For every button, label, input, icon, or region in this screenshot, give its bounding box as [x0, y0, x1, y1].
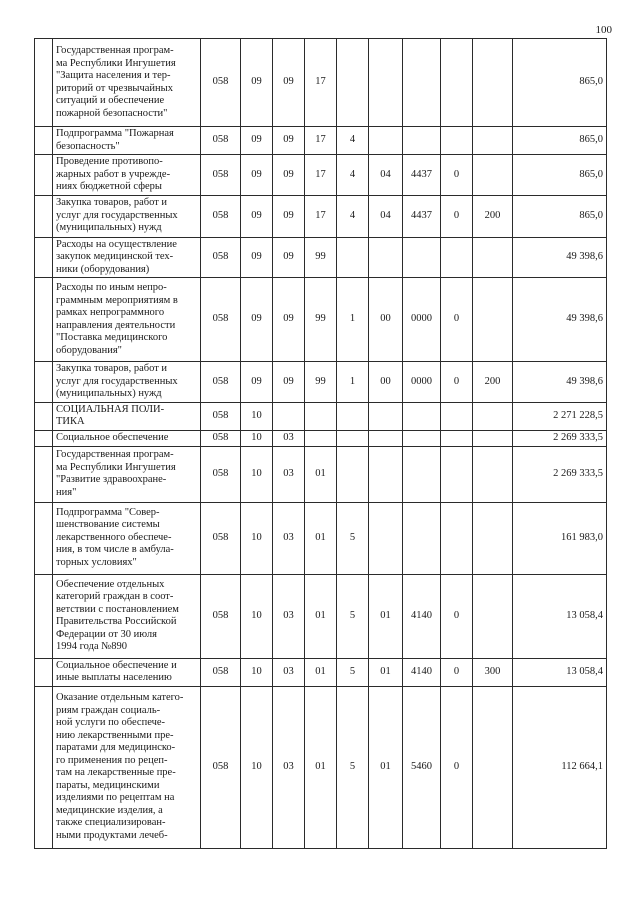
row-index-cell	[35, 446, 53, 502]
table-row	[35, 446, 607, 502]
row-index-cell	[35, 127, 53, 155]
direction-code-cell	[403, 39, 441, 127]
amount-cell: 865,0	[513, 127, 607, 155]
program-code-cell	[305, 402, 337, 430]
expense-type-cell	[473, 155, 513, 196]
expense-type-cell: 300	[473, 658, 513, 686]
subprogram-code-cell: 5	[337, 574, 369, 658]
grbs-code-cell: 058	[201, 155, 241, 196]
item-name-cell: Подпрограмма "Пожарная безопасность"	[53, 127, 201, 155]
item-name-cell: Государственная програм- ма Республики Ингушетия "Защита населения и тер- риторий от чрезвычайных ситуаций и обеспечение пожарной безопасности"	[53, 39, 201, 127]
expense-type-cell	[473, 430, 513, 446]
subsection-code-cell: 03	[273, 446, 305, 502]
table-row	[35, 237, 607, 278]
event-code-cell	[369, 430, 403, 446]
section-code-cell: 10	[241, 446, 273, 502]
grbs-code-cell: 058	[201, 502, 241, 574]
subprogram-code-cell	[337, 237, 369, 278]
item-name-cell: Государственная програм- ма Республики Ингушетия "Развитие здравоохране- ния"	[53, 446, 201, 502]
program-code-cell: 01	[305, 658, 337, 686]
event-code-cell	[369, 446, 403, 502]
event-code-cell: 04	[369, 195, 403, 237]
grbs-code-cell: 058	[201, 658, 241, 686]
digit-code-cell	[441, 39, 473, 127]
section-code-cell: 10	[241, 658, 273, 686]
table-row	[35, 430, 607, 446]
amount-cell: 49 398,6	[513, 362, 607, 403]
subprogram-code-cell: 5	[337, 502, 369, 574]
program-code-cell: 01	[305, 574, 337, 658]
section-code-cell: 09	[241, 237, 273, 278]
program-code-cell: 99	[305, 237, 337, 278]
expense-type-cell: 200	[473, 195, 513, 237]
section-code-cell: 10	[241, 430, 273, 446]
direction-code-cell	[403, 127, 441, 155]
amount-cell: 49 398,6	[513, 278, 607, 362]
subprogram-code-cell: 4	[337, 195, 369, 237]
digit-code-cell: 0	[441, 155, 473, 196]
event-code-cell: 00	[369, 362, 403, 403]
grbs-code-cell: 058	[201, 278, 241, 362]
grbs-code-cell: 058	[201, 195, 241, 237]
row-index-cell	[35, 195, 53, 237]
section-code-cell: 10	[241, 502, 273, 574]
event-code-cell	[369, 127, 403, 155]
subsection-code-cell: 09	[273, 237, 305, 278]
row-index-cell	[35, 362, 53, 403]
subsection-code-cell: 09	[273, 195, 305, 237]
item-name-cell: Подпрограмма "Совер- шенствование системы лекарственного обеспече- ния, в том числе в амбула- торных условиях"	[53, 502, 201, 574]
section-code-cell: 09	[241, 278, 273, 362]
item-name-cell: Социальное обеспечение и иные выплаты населению	[53, 658, 201, 686]
subprogram-code-cell: 5	[337, 686, 369, 848]
item-name-cell: Закупка товаров, работ и услуг для государственных (муниципальных) нужд	[53, 195, 201, 237]
digit-code-cell: 0	[441, 658, 473, 686]
section-code-cell: 09	[241, 39, 273, 127]
program-code-cell: 01	[305, 502, 337, 574]
expense-type-cell	[473, 402, 513, 430]
event-code-cell	[369, 402, 403, 430]
expense-type-cell	[473, 127, 513, 155]
amount-cell: 161 983,0	[513, 502, 607, 574]
expense-type-cell	[473, 446, 513, 502]
subprogram-code-cell: 1	[337, 362, 369, 403]
direction-code-cell	[403, 402, 441, 430]
amount-cell: 865,0	[513, 39, 607, 127]
subprogram-code-cell	[337, 402, 369, 430]
row-index-cell	[35, 658, 53, 686]
item-name-cell: СОЦИАЛЬНАЯ ПОЛИ- ТИКА	[53, 402, 201, 430]
section-code-cell: 09	[241, 362, 273, 403]
expense-type-cell	[473, 237, 513, 278]
grbs-code-cell: 058	[201, 237, 241, 278]
direction-code-cell	[403, 430, 441, 446]
subprogram-code-cell: 5	[337, 658, 369, 686]
subsection-code-cell: 09	[273, 278, 305, 362]
amount-cell: 2 271 228,5	[513, 402, 607, 430]
item-name-cell: Обеспечение отдельных категорий граждан в соот- ветствии с постановлением Правительства Российской Федерации от 30 июля 1994 года №890	[53, 574, 201, 658]
event-code-cell: 01	[369, 658, 403, 686]
subsection-code-cell: 03	[273, 574, 305, 658]
amount-cell: 865,0	[513, 155, 607, 196]
amount-cell: 865,0	[513, 195, 607, 237]
row-index-cell	[35, 430, 53, 446]
row-index-cell	[35, 155, 53, 196]
amount-cell: 2 269 333,5	[513, 430, 607, 446]
table-row	[35, 362, 607, 403]
direction-code-cell: 4437	[403, 195, 441, 237]
direction-code-cell	[403, 446, 441, 502]
amount-cell: 13 058,4	[513, 574, 607, 658]
row-index-cell	[35, 237, 53, 278]
direction-code-cell: 0000	[403, 362, 441, 403]
row-index-cell	[35, 574, 53, 658]
table-row	[35, 402, 607, 430]
table-body	[35, 39, 607, 849]
direction-code-cell: 0000	[403, 278, 441, 362]
page-number: 100	[595, 24, 612, 36]
grbs-code-cell: 058	[201, 430, 241, 446]
item-name-cell: Расходы на осуществление закупок медицинской тех- ники (оборудования)	[53, 237, 201, 278]
digit-code-cell: 0	[441, 195, 473, 237]
subsection-code-cell: 09	[273, 127, 305, 155]
event-code-cell: 04	[369, 155, 403, 196]
grbs-code-cell: 058	[201, 686, 241, 848]
direction-code-cell: 5460	[403, 686, 441, 848]
table-row	[35, 502, 607, 574]
event-code-cell	[369, 502, 403, 574]
direction-code-cell: 4140	[403, 658, 441, 686]
item-name-cell: Оказание отдельным катего- риям граждан социаль- ной услуги по обеспече- нию лекарственными пре- паратами для медицинско- го применения по рецеп- там на лекарственные пре- параты, медицинскими изделиями по рецептам на медицинские изделия, а также специализирован- ными продуктами лечеб-	[53, 686, 201, 848]
digit-code-cell	[441, 402, 473, 430]
row-index-cell	[35, 686, 53, 848]
table-row	[35, 278, 607, 362]
digit-code-cell: 0	[441, 278, 473, 362]
row-index-cell	[35, 39, 53, 127]
subprogram-code-cell	[337, 430, 369, 446]
item-name-cell: Расходы по иным непро- граммным мероприятиям в рамках непрограммного направления деятельности "Поставка медицинского оборудования"	[53, 278, 201, 362]
subsection-code-cell: 03	[273, 502, 305, 574]
expense-type-cell	[473, 686, 513, 848]
program-code-cell	[305, 430, 337, 446]
expense-type-cell	[473, 574, 513, 658]
event-code-cell	[369, 237, 403, 278]
item-name-cell: Закупка товаров, работ и услуг для государственных (муниципальных) нужд	[53, 362, 201, 403]
program-code-cell: 99	[305, 362, 337, 403]
amount-cell: 49 398,6	[513, 237, 607, 278]
program-code-cell: 01	[305, 446, 337, 502]
grbs-code-cell: 058	[201, 402, 241, 430]
direction-code-cell: 4437	[403, 155, 441, 196]
direction-code-cell	[403, 502, 441, 574]
table-row	[35, 127, 607, 155]
section-code-cell: 10	[241, 686, 273, 848]
expense-type-cell	[473, 502, 513, 574]
row-index-cell	[35, 402, 53, 430]
subprogram-code-cell	[337, 446, 369, 502]
digit-code-cell	[441, 430, 473, 446]
grbs-code-cell: 058	[201, 574, 241, 658]
section-code-cell: 09	[241, 127, 273, 155]
item-name-cell: Проведение противопо- жарных работ в учрежде- ниях бюджетной сферы	[53, 155, 201, 196]
subprogram-code-cell: 1	[337, 278, 369, 362]
expense-type-cell	[473, 39, 513, 127]
table-row	[35, 155, 607, 196]
program-code-cell: 01	[305, 686, 337, 848]
digit-code-cell	[441, 502, 473, 574]
program-code-cell: 17	[305, 155, 337, 196]
subsection-code-cell: 09	[273, 362, 305, 403]
budget-table	[34, 38, 607, 849]
amount-cell: 112 664,1	[513, 686, 607, 848]
grbs-code-cell: 058	[201, 39, 241, 127]
subsection-code-cell: 09	[273, 155, 305, 196]
subsection-code-cell: 03	[273, 430, 305, 446]
item-name-cell: Социальное обеспечение	[53, 430, 201, 446]
event-code-cell: 01	[369, 574, 403, 658]
program-code-cell: 17	[305, 39, 337, 127]
event-code-cell: 01	[369, 686, 403, 848]
subprogram-code-cell	[337, 39, 369, 127]
table-row	[35, 39, 607, 127]
table-row	[35, 195, 607, 237]
digit-code-cell: 0	[441, 686, 473, 848]
program-code-cell: 17	[305, 195, 337, 237]
subsection-code-cell	[273, 402, 305, 430]
subsection-code-cell: 09	[273, 39, 305, 127]
subsection-code-cell: 03	[273, 658, 305, 686]
digit-code-cell	[441, 127, 473, 155]
subsection-code-cell: 03	[273, 686, 305, 848]
event-code-cell: 00	[369, 278, 403, 362]
expense-type-cell	[473, 278, 513, 362]
amount-cell: 2 269 333,5	[513, 446, 607, 502]
section-code-cell: 10	[241, 574, 273, 658]
section-code-cell: 09	[241, 195, 273, 237]
program-code-cell: 17	[305, 127, 337, 155]
grbs-code-cell: 058	[201, 446, 241, 502]
direction-code-cell	[403, 237, 441, 278]
section-code-cell: 10	[241, 402, 273, 430]
digit-code-cell: 0	[441, 574, 473, 658]
digit-code-cell: 0	[441, 362, 473, 403]
row-index-cell	[35, 278, 53, 362]
table-row	[35, 686, 607, 848]
grbs-code-cell: 058	[201, 127, 241, 155]
program-code-cell: 99	[305, 278, 337, 362]
subprogram-code-cell: 4	[337, 127, 369, 155]
expense-type-cell: 200	[473, 362, 513, 403]
table-row	[35, 574, 607, 658]
table-row	[35, 658, 607, 686]
digit-code-cell	[441, 237, 473, 278]
digit-code-cell	[441, 446, 473, 502]
row-index-cell	[35, 502, 53, 574]
subprogram-code-cell: 4	[337, 155, 369, 196]
amount-cell: 13 058,4	[513, 658, 607, 686]
grbs-code-cell: 058	[201, 362, 241, 403]
section-code-cell: 09	[241, 155, 273, 196]
direction-code-cell: 4140	[403, 574, 441, 658]
event-code-cell	[369, 39, 403, 127]
